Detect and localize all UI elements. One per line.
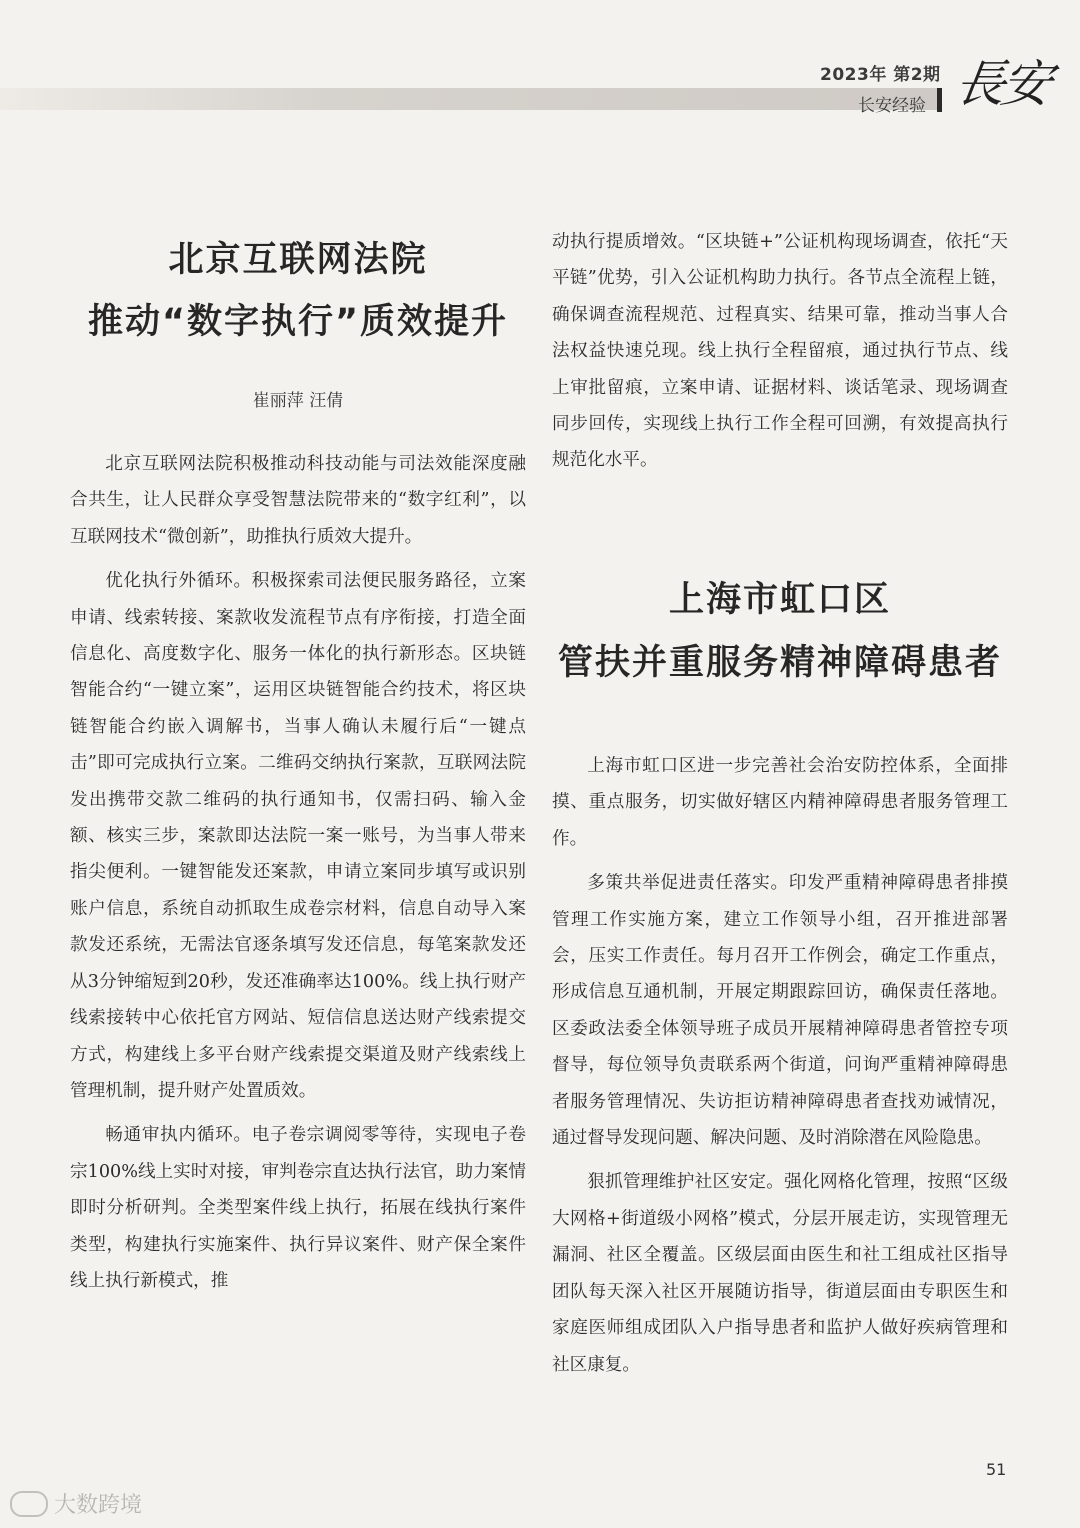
magazine-logo: 長安 [951, 55, 1052, 113]
article2-title-line2: 管扶并重服务精神障碍患者 [557, 643, 1002, 683]
article2-paragraph: 多策共举促进责任落实。印发严重精神障碍患者排摸管理工作实施方案，建立工作领导小组，召开推进部署会，压实工作责任。每月召开工作例会，确定工作重点，形成信息互通机制，开展定期跟踪回访，确保责任落地。区委政法委全体领导班子成员开展精神障碍患者管控专项督导，每位领导负责联系两个街道，问询严重精神障碍患者服务管理情况、失访拒访精神障碍患者查找劝诫情况，通过督导发现问题、解决问题、及时消除潜在风险隐患。 [552, 873, 1008, 1149]
article1-title-line1: 北京互联网法院 [168, 239, 428, 280]
section-label: 长安经验 [858, 96, 926, 116]
article1-continuation [552, 224, 1008, 479]
section-divider [937, 88, 942, 112]
issue-label: 2023年 第2期 [820, 65, 941, 85]
watermark-logo-icon [10, 1491, 48, 1517]
article1-paragraph: 畅通审执内循环。电子卷宗调阅零等待，实现电子卷宗100%线上实时对接，审判卷宗直达执行法官，助力案情即时分析研判。全类型案件线上执行，拓展在线执行案件类型，构建执行实施案件、执行异议案件、财产保全案件线上执行新模式，推 [70, 1125, 526, 1291]
article1-paragraph: 北京互联网法院积极推动科技动能与司法效能深度融合共生，让人民群众享受智慧法院带来的“数字红利”，以互联网技术“微创新”，助推执行质效大提升。 [70, 454, 526, 547]
article2-body [552, 748, 1008, 1391]
article2-title-line1: 上海市虹口区 [668, 579, 891, 620]
article1-body [70, 446, 526, 1307]
article1-title-line2: 推动“数字执行”质效提升 [87, 302, 508, 342]
header-bar [0, 88, 940, 110]
article1-authors: 崔丽萍 汪倩 [252, 391, 344, 411]
watermark-text: 大数跨境 [54, 1493, 143, 1518]
article1-paragraph: 优化执行外循环。积极探索司法便民服务路径，立案申请、线索转接、案款收发流程节点有序衔接，打造全面信息化、高度数字化、服务一体化的执行新形态。区块链智能合约“一键立案”，运用区块链智能合约技术，将区块链智能合约嵌入调解书，当事人确认未履行后“一键点击”即可完成执行立案。二维码交纳执行案款，互联网法院发出携带交款二维码的执行通知书，仅需扫码、输入金额、核实三步，案款即达法院一案一账号，为当事人带来指尖便利。一键智能发还案款，申请立案同步填写或识别账户信息，系统自动抓取生成卷宗材料，信息自动导入案款发还系统，无需法官逐条填写发还信息，每笔案款发还从3分钟缩短到20秒，发还准确率达100%。线上执行财产线索接转中心依托官方网站、短信信息送达财产线索提交方式，构建线上多平台财产线索提交渠道及财产线索线上管理机制，提升财产处置质效。 [70, 571, 526, 1101]
page-number: 51 [986, 1460, 1007, 1479]
watermark [10, 1488, 142, 1519]
article2-paragraph: 上海市虹口区进一步完善社会治安防控体系，全面排摸、重点服务，切实做好辖区内精神障碍患者服务管理工作。 [552, 756, 1008, 849]
article2-paragraph: 狠抓管理维护社区安定。强化网格化管理，按照“区级大网格+街道级小网格”模式，分层开展走访，实现管理无漏洞、社区全覆盖。区级层面由医生和社工组成社区指导团队每天深入社区开展随访指导，街道层面由专职医生和家庭医师组成团队入户指导患者和监护人做好疾病管理和社区康复。 [552, 1172, 1008, 1375]
article1-continued-paragraph: 动执行提质增效。“区块链+”公证机构现场调查，依托“天平链”优势，引入公证机构助力执行。各节点全流程上链，确保调查流程规范、过程真实、结果可靠，推动当事人合法权益快速兑现。线上执行全程留痕，通过执行节点、线上审批留痕，立案申请、证据材料、谈话笔录、现场调查同步回传，实现线上执行工作全程可回溯，有效提高执行规范化水平。 [552, 232, 1008, 471]
